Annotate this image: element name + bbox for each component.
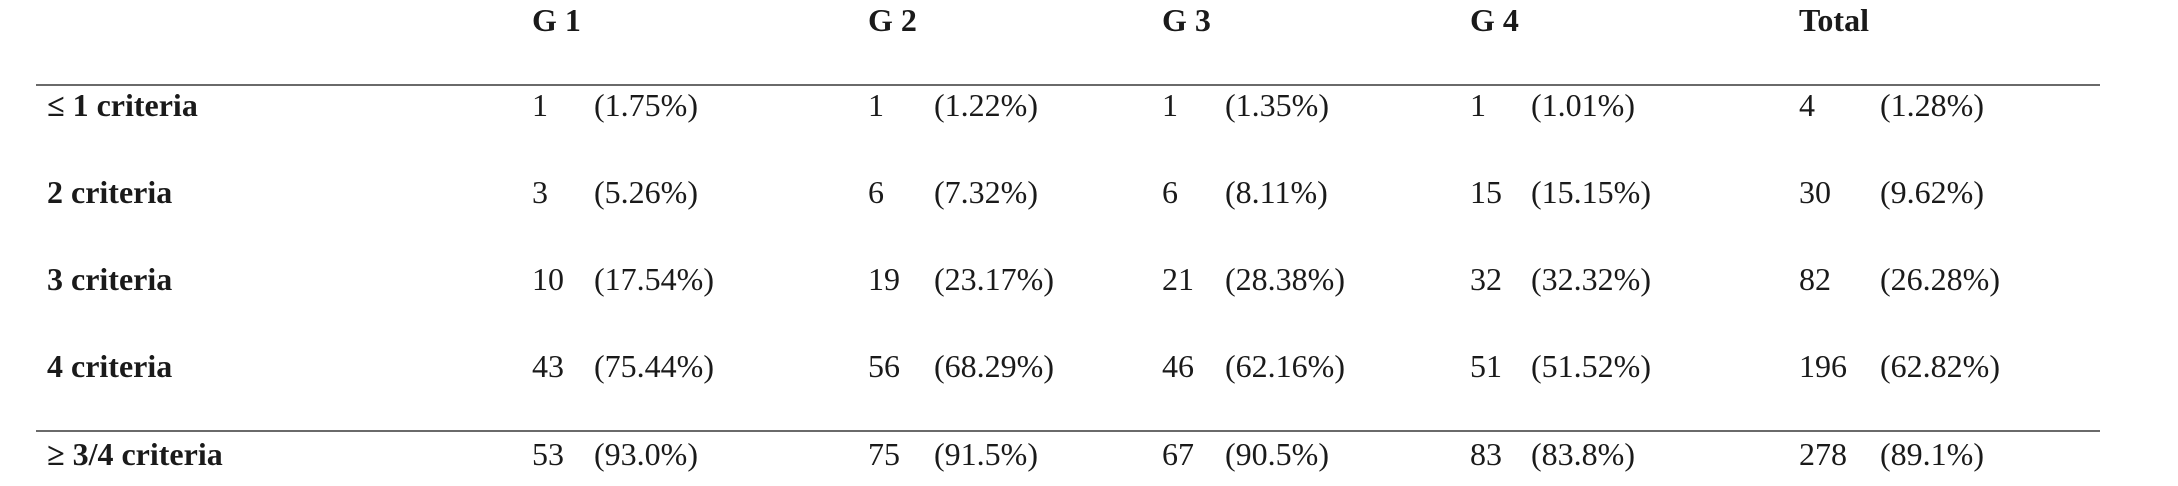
cell-count: 3 — [532, 174, 548, 210]
row-label: 2 criteria — [47, 174, 173, 210]
cell-percent: (1.01%) — [1531, 87, 1635, 123]
column-header-g1: G 1 — [532, 2, 581, 38]
cell-percent: (1.35%) — [1225, 87, 1329, 123]
cell-percent: (26.28%) — [1880, 261, 2000, 297]
column-header-g4: G 4 — [1470, 2, 1519, 38]
cell-percent: (8.11%) — [1225, 174, 1328, 210]
cell-count: 56 — [868, 348, 900, 384]
cell-count: 43 — [532, 348, 564, 384]
cell-count: 196 — [1799, 348, 1847, 384]
cell-percent: (28.38%) — [1225, 261, 1345, 297]
cell-percent: (32.32%) — [1531, 261, 1651, 297]
cell-count: 278 — [1799, 436, 1847, 472]
cell-count: 6 — [868, 174, 884, 210]
cell-percent: (93.0%) — [594, 436, 698, 472]
cell-count: 1 — [1162, 87, 1178, 123]
cell-percent: (7.32%) — [934, 174, 1038, 210]
cell-count: 82 — [1799, 261, 1831, 297]
cell-percent: (62.82%) — [1880, 348, 2000, 384]
cell-percent: (51.52%) — [1531, 348, 1651, 384]
cell-percent: (1.22%) — [934, 87, 1038, 123]
table-header-row — [0, 0, 2100, 60]
cell-percent: (9.62%) — [1880, 174, 1984, 210]
cell-count: 75 — [868, 436, 900, 472]
column-header-g2: G 2 — [868, 2, 917, 38]
cell-percent: (83.8%) — [1531, 436, 1635, 472]
cell-count: 10 — [532, 261, 564, 297]
cell-count: 1 — [1470, 87, 1486, 123]
cell-count: 83 — [1470, 436, 1502, 472]
cell-percent: (62.16%) — [1225, 348, 1345, 384]
cell-count: 6 — [1162, 174, 1178, 210]
cell-percent: (5.26%) — [594, 174, 698, 210]
cell-percent: (15.15%) — [1531, 174, 1651, 210]
cell-count: 1 — [868, 87, 884, 123]
cell-percent: (91.5%) — [934, 436, 1038, 472]
table-row — [0, 75, 2100, 135]
column-header-total: Total — [1799, 2, 1869, 38]
column-header-g3: G 3 — [1162, 2, 1211, 38]
row-label: 3 criteria — [47, 261, 173, 297]
cell-count: 1 — [532, 87, 548, 123]
cell-count: 19 — [868, 261, 900, 297]
cell-percent: (75.44%) — [594, 348, 714, 384]
cell-percent: (1.75%) — [594, 87, 698, 123]
row-label: ≥ 3/4 criteria — [47, 436, 223, 472]
cell-count: 53 — [532, 436, 564, 472]
cell-count: 46 — [1162, 348, 1194, 384]
table-row — [0, 249, 2100, 309]
cell-count: 32 — [1470, 261, 1502, 297]
cell-count: 67 — [1162, 436, 1194, 472]
row-label: 4 criteria — [47, 348, 173, 384]
cell-count: 21 — [1162, 261, 1194, 297]
table-row — [0, 162, 2100, 222]
cell-percent: (17.54%) — [594, 261, 714, 297]
cell-percent: (23.17%) — [934, 261, 1054, 297]
cell-count: 4 — [1799, 87, 1815, 123]
cell-count: 51 — [1470, 348, 1502, 384]
cell-percent: (90.5%) — [1225, 436, 1329, 472]
cell-percent: (1.28%) — [1880, 87, 1984, 123]
cell-count: 30 — [1799, 174, 1831, 210]
table-row-summary — [0, 424, 2100, 484]
table-row — [0, 336, 2100, 396]
cell-percent: (89.1%) — [1880, 436, 1984, 472]
row-label: ≤ 1 criteria — [47, 87, 198, 123]
cell-count: 15 — [1470, 174, 1502, 210]
cell-percent: (68.29%) — [934, 348, 1054, 384]
